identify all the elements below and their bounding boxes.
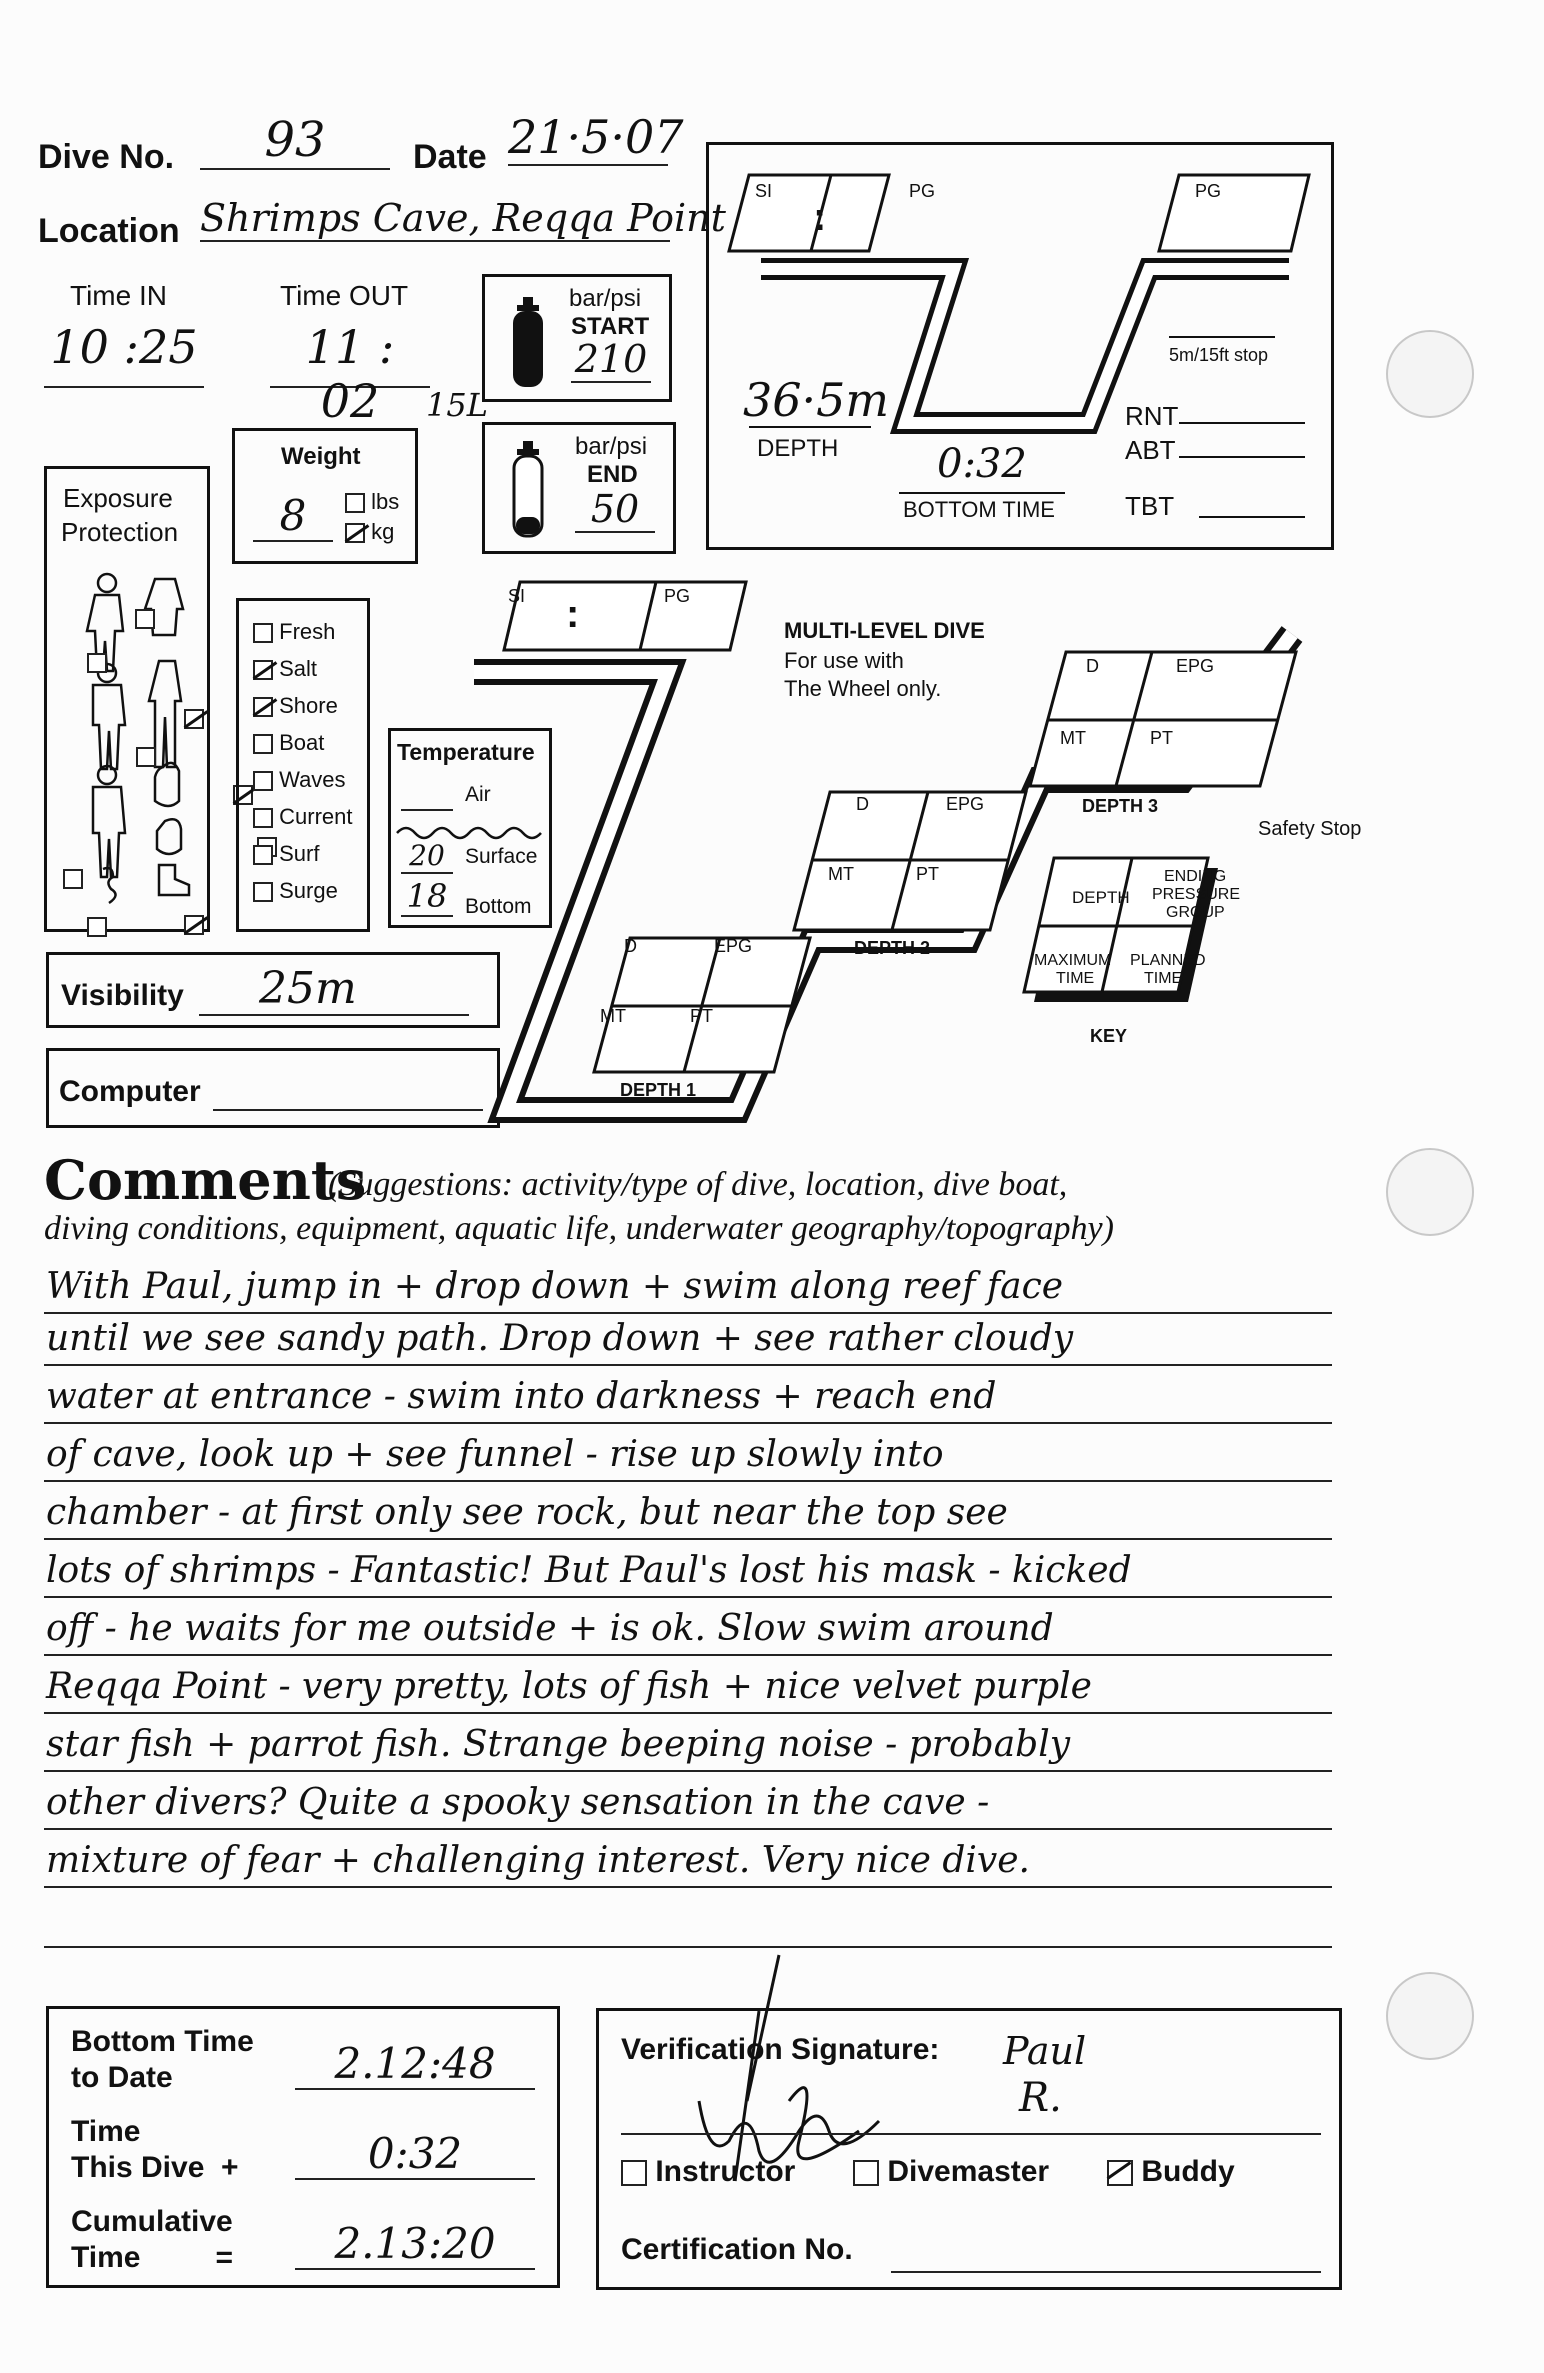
option-shore[interactable] (253, 687, 367, 724)
ml-d2-d: D (856, 794, 869, 814)
ml-d2-epg: EPG (946, 794, 985, 814)
computer-value[interactable] (213, 1071, 483, 1111)
comment-line-3[interactable]: water at entrance - swim into darkness + reach end (46, 1376, 997, 1417)
tank-size-note: 15L (426, 386, 488, 424)
ml-title: MULTI-LEVEL DIVE (784, 618, 985, 643)
dive-no-value[interactable]: 93 (200, 112, 390, 170)
ml-d3-epg: EPG (1176, 656, 1215, 676)
key-epg-line2: PRESSURE (1152, 886, 1241, 903)
option-surf[interactable] (253, 835, 367, 872)
comment-line-11[interactable]: mixture of fear + challenging interest. Very nice dive. (46, 1840, 1030, 1881)
tank-empty-icon (507, 439, 549, 539)
signer-name-2: R. (1019, 2075, 1062, 2121)
multilevel-diagram (460, 570, 1360, 1130)
salt-checkbox[interactable] (253, 660, 273, 680)
ml-subtitle-1: For use with (784, 648, 904, 673)
surge-label: Surge (279, 878, 338, 903)
divemaster-label: Divemaster (887, 2155, 1050, 2188)
exposure-checkbox-7[interactable] (63, 869, 83, 889)
key-mt-line1: MAXIMUM (1034, 952, 1112, 969)
comment-rule (44, 1596, 1332, 1598)
verification-label: Verification Signature: (621, 2033, 940, 2066)
computer-label: Computer (59, 1075, 201, 1108)
comment-line-7[interactable]: off - he waits for me outside + is ok. Slow swim around (46, 1608, 1054, 1649)
weight-kg-checkbox[interactable] (345, 523, 365, 543)
ml-d2-mt: MT (828, 864, 854, 884)
exposure-label-1: Exposure (63, 483, 173, 513)
weight-box (232, 428, 418, 564)
visibility-box (46, 952, 500, 1028)
key-epg-line1: ENDING (1164, 868, 1227, 885)
comment-rule (44, 1770, 1332, 1772)
temperature-title: Temperature (397, 739, 535, 765)
air-temp-label: Air (465, 783, 491, 806)
exposure-label-2: Protection (61, 517, 179, 547)
tank-end-unit: bar/psi (575, 433, 648, 460)
surface-temp-label: Surface (465, 845, 538, 868)
instructor-option[interactable] (621, 2155, 795, 2189)
comment-rule (44, 1946, 1332, 1948)
weight-value[interactable]: 8 (253, 491, 333, 542)
profile-pg-label: PG (909, 181, 936, 201)
profile-abt-label: ABT (1125, 435, 1176, 465)
option-waves[interactable] (253, 761, 367, 798)
bottom-temp-value[interactable]: 18 (401, 877, 453, 917)
surge-checkbox[interactable] (253, 882, 273, 902)
comment-line-1[interactable]: With Paul, jump in + drop down + swim along reef face (46, 1266, 1064, 1307)
date-label: Date (413, 138, 487, 176)
surface-temp-value[interactable]: 20 (401, 839, 453, 874)
comment-rule (44, 1538, 1332, 1540)
ml-d3-pt: PT (1150, 728, 1174, 748)
totals-box (46, 2006, 560, 2288)
exposure-checkbox-3[interactable] (184, 709, 204, 729)
tank-start-unit: bar/psi (569, 285, 642, 312)
buddy-checkbox[interactable] (1107, 2160, 1133, 2186)
time-in-value[interactable]: 10 :25 (44, 320, 204, 388)
comment-rule (44, 1480, 1332, 1482)
comment-rule (44, 1364, 1332, 1366)
comments-title: Comments (44, 1148, 367, 1212)
comment-line-5[interactable]: chamber - at first only see rock, but near the top see (46, 1492, 1008, 1533)
binder-hole-top (1386, 330, 1474, 418)
profile-bottom-time-label: BOTTOM TIME (903, 497, 1055, 522)
comment-rule (44, 1712, 1332, 1714)
divemaster-checkbox[interactable] (853, 2160, 879, 2186)
key-epg-line3: GROUP (1166, 904, 1225, 921)
cum-label-2: Time = (71, 2241, 234, 2274)
ml-pg-label: PG (664, 586, 691, 606)
boat-checkbox[interactable] (253, 734, 273, 754)
visibility-value[interactable]: 25m (199, 963, 469, 1016)
time-in-label: Time IN (70, 280, 167, 311)
cum-value[interactable]: 2.13:20 (295, 2219, 535, 2270)
btd-value[interactable]: 2.12:48 (295, 2039, 535, 2090)
location-value[interactable]: Shrimps Cave, Reqqa Point (200, 196, 726, 240)
fresh-label: Fresh (279, 619, 336, 644)
visibility-label: Visibility (61, 979, 184, 1012)
ml-depth2-label: DEPTH 2 (854, 938, 931, 958)
binder-hole-bottom (1386, 1972, 1474, 2060)
ml-d2-pt: PT (916, 864, 940, 884)
ttd-label-2: This Dive + (71, 2151, 239, 2184)
waves-checkbox[interactable] (253, 771, 273, 791)
profile-bottom-time-value[interactable]: 0:32 (937, 441, 1027, 487)
exposure-box (44, 466, 210, 932)
ttd-label-1: Time (71, 2115, 141, 2148)
time-out-label: Time OUT (280, 280, 409, 311)
exposure-checkbox-2[interactable] (87, 653, 107, 673)
current-checkbox[interactable] (253, 808, 273, 828)
weight-lbs-label: lbs (371, 489, 400, 514)
date-value[interactable]: 21·5·07 (508, 110, 684, 164)
option-boat[interactable] (253, 724, 367, 761)
ml-subtitle-2: The Wheel only. (784, 676, 942, 701)
tank-end-label: END (587, 461, 638, 488)
ml-d1-pt: PT (690, 1006, 714, 1026)
exposure-checkbox-1[interactable] (135, 609, 155, 629)
key-label: KEY (1090, 1026, 1128, 1046)
weight-lbs-checkbox[interactable] (345, 493, 365, 513)
water-options-box (236, 598, 370, 932)
current-label: Current (279, 804, 353, 829)
cert-label: Certification No. (621, 2233, 853, 2266)
tank-start-box (482, 274, 672, 402)
tank-start-label: START (571, 313, 650, 340)
weight-kg-option[interactable] (345, 519, 394, 545)
ml-depth1-label: DEPTH 1 (620, 1080, 697, 1100)
profile-pg2-label: PG (1195, 181, 1222, 201)
comments-suggestion-2: diving conditions, equipment, aquatic life, underwater geography/topography) (44, 1210, 1114, 1247)
instructor-label: Instructor (655, 2155, 796, 2188)
tank-end-box (482, 422, 676, 554)
comment-line-10[interactable]: other divers? Quite a spooky sensation in the cave - (46, 1782, 990, 1823)
key-pt-line1: PLANNED (1130, 952, 1206, 969)
ttd-value[interactable]: 0:32 (295, 2129, 535, 2180)
profile-si-label: SI (755, 181, 773, 201)
surf-label: Surf (279, 841, 320, 866)
ml-d1-d: D (624, 936, 637, 956)
weight-lbs-option[interactable] (345, 489, 399, 515)
btd-label-1: Bottom Time (71, 2025, 254, 2058)
computer-box (46, 1048, 500, 1128)
comment-rule (44, 1886, 1332, 1888)
exposure-checkbox-4[interactable] (136, 747, 156, 767)
exposure-checkbox-9[interactable] (184, 915, 204, 935)
comment-line-6[interactable]: lots of shrimps - Fantastic! But Paul's lost his mask - kicked (46, 1550, 1132, 1591)
ml-depth3-label: DEPTH 3 (1082, 796, 1159, 816)
option-current[interactable] (253, 798, 367, 835)
ml-d3-mt: MT (1060, 728, 1086, 748)
comment-line-9[interactable]: star fish + parrot fish. Strange beeping noise - probably (46, 1724, 1071, 1765)
ml-si-value[interactable]: : (566, 592, 580, 636)
ml-d3-d: D (1086, 656, 1099, 676)
ml-d1-mt: MT (600, 1006, 626, 1026)
surf-checkbox[interactable] (253, 845, 273, 865)
comment-rule (44, 1828, 1332, 1830)
option-surge[interactable] (253, 872, 367, 909)
air-temp-value[interactable] (401, 781, 453, 811)
profile-si-value[interactable]: : (813, 195, 827, 239)
comment-line-8[interactable]: Reqqa Point - very pretty, lots of fish + nice velvet purple (46, 1666, 1092, 1707)
option-salt[interactable] (253, 650, 367, 687)
exposure-suits-icons (55, 569, 205, 919)
time-out-value[interactable]: 11 : 02 (270, 320, 430, 388)
boat-label: Boat (279, 730, 325, 755)
profile-tbt-label: TBT (1125, 491, 1175, 521)
key-depth-label: DEPTH (1072, 888, 1130, 907)
waves-label: Waves (279, 767, 346, 792)
comment-rule (44, 1422, 1332, 1424)
comment-line-2[interactable]: until we see sandy path. Drop down + see rather cloudy (46, 1318, 1074, 1359)
verification-signature (639, 1951, 919, 2271)
exposure-checkbox-8[interactable] (87, 917, 107, 937)
weight-kg-label: kg (371, 519, 395, 544)
signature-line (621, 2133, 1321, 2135)
weight-label: Weight (281, 443, 361, 470)
fresh-checkbox[interactable] (253, 623, 273, 643)
cert-value[interactable] (891, 2237, 1321, 2273)
dive-profile-box (706, 142, 1334, 550)
bottom-temp-label: Bottom (465, 895, 532, 918)
profile-depth-label: DEPTH (757, 435, 839, 462)
ml-safety-stop-label: Safety Stop (1258, 818, 1362, 840)
shore-label: Shore (279, 693, 338, 718)
divemaster-option[interactable] (853, 2155, 1049, 2189)
option-fresh[interactable] (253, 613, 367, 650)
profile-depth-value[interactable]: 36·5m (743, 373, 890, 427)
cum-label-1: Cumulative (71, 2205, 233, 2238)
dive-no-label: Dive No. (38, 138, 175, 176)
comment-line-4[interactable]: of cave, look up + see funnel - rise up slowly into (46, 1434, 944, 1475)
verification-box (596, 2008, 1342, 2290)
instructor-checkbox[interactable] (621, 2160, 647, 2186)
tank-end-value[interactable]: 50 (575, 487, 655, 533)
binder-hole-middle (1386, 1148, 1474, 1236)
ml-d1-epg: EPG (714, 936, 753, 956)
comments-suggestion-1: (Suggestions: activity/type of dive, location, dive boat, (328, 1166, 1068, 1203)
profile-stop-label: 5m/15ft stop (1169, 345, 1269, 365)
comment-rule (44, 1312, 1332, 1314)
tank-full-icon (507, 295, 549, 389)
profile-rnt-label: RNT (1125, 401, 1179, 431)
ml-si-label: SI (508, 586, 526, 606)
tank-start-value[interactable]: 210 (571, 337, 651, 383)
signer-name-1: Paul (1003, 2029, 1087, 2073)
location-label: Location (38, 212, 180, 250)
salt-label: Salt (279, 656, 318, 681)
key-mt-line2: TIME (1056, 970, 1095, 987)
comment-rule (44, 1654, 1332, 1656)
btd-label-2: to Date (71, 2061, 173, 2094)
buddy-option[interactable] (1107, 2155, 1235, 2189)
shore-checkbox[interactable] (253, 697, 273, 717)
buddy-label: Buddy (1141, 2155, 1235, 2188)
key-pt-line2: TIME (1144, 970, 1183, 987)
